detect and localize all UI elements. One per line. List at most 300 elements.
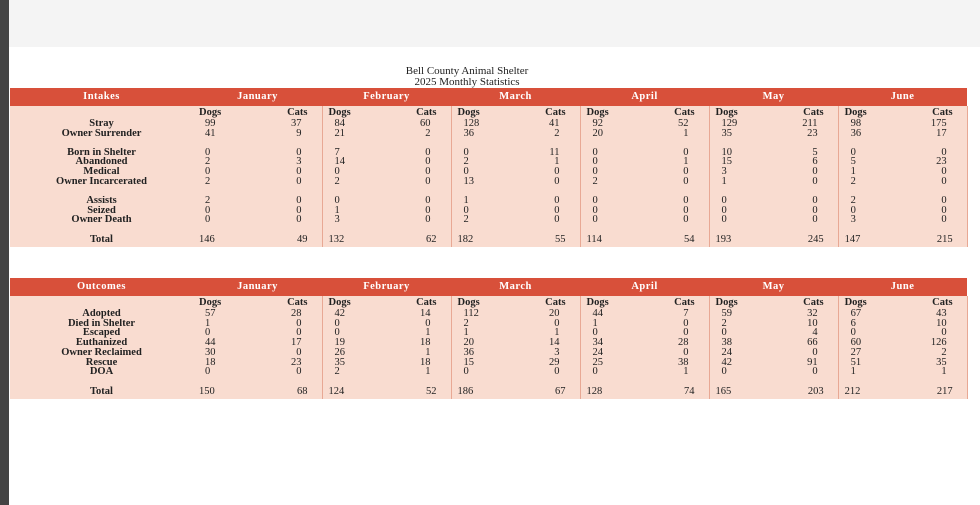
spacer-cell bbox=[709, 225, 773, 233]
value-cell: 0 bbox=[515, 177, 580, 196]
table-row bbox=[10, 196, 967, 206]
value-cell: 1 bbox=[902, 367, 967, 377]
value-cell: 0 bbox=[386, 206, 451, 216]
row-label: Rescue bbox=[10, 358, 193, 368]
value-cell: 0 bbox=[322, 328, 386, 338]
row-label: Assists bbox=[10, 196, 193, 206]
month-header-february: February bbox=[322, 88, 451, 106]
left-edge-strip bbox=[0, 0, 9, 505]
dogs-column-header: Dogs bbox=[838, 296, 902, 309]
value-cell: 3 bbox=[515, 348, 580, 358]
value-cell: 3 bbox=[709, 167, 773, 177]
row-label: Owner Death bbox=[10, 215, 193, 225]
value-cell: 35 bbox=[709, 129, 773, 148]
value-cell: 17 bbox=[257, 338, 322, 348]
value-cell: 1 bbox=[451, 196, 515, 206]
value-cell: 0 bbox=[193, 367, 257, 377]
value-cell: 7 bbox=[322, 148, 386, 158]
cats-column-header: Cats bbox=[773, 106, 838, 119]
value-cell: 14 bbox=[515, 338, 580, 348]
spacer-row bbox=[10, 377, 967, 385]
dogs-column-header: Dogs bbox=[580, 106, 644, 119]
cats-column-header: Cats bbox=[644, 106, 709, 119]
value-cell: 0 bbox=[902, 215, 967, 225]
row-label: Born in Shelter bbox=[10, 148, 193, 158]
row-label: Seized bbox=[10, 206, 193, 216]
value-cell: 0 bbox=[838, 206, 902, 216]
spacer-cell bbox=[193, 225, 257, 233]
value-cell: 2 bbox=[451, 319, 515, 329]
value-cell: 1 bbox=[644, 157, 709, 167]
value-cell: 35 bbox=[902, 358, 967, 368]
total-value-cell: 49 bbox=[257, 233, 322, 247]
month-header-june: June bbox=[838, 88, 967, 106]
row-label: Escaped bbox=[10, 328, 193, 338]
value-cell: 2 bbox=[709, 319, 773, 329]
intakes-table bbox=[10, 88, 968, 247]
value-cell: 27 bbox=[838, 348, 902, 358]
row-label: Owner Surrender bbox=[10, 129, 193, 148]
spacer-cell bbox=[515, 377, 580, 385]
value-cell: 0 bbox=[644, 196, 709, 206]
value-cell: 2 bbox=[515, 129, 580, 148]
value-cell: 6 bbox=[773, 157, 838, 167]
value-cell: 0 bbox=[515, 206, 580, 216]
row-label: Abandoned bbox=[10, 157, 193, 167]
value-cell: 26 bbox=[322, 348, 386, 358]
value-cell: 42 bbox=[709, 358, 773, 368]
total-value-cell: 128 bbox=[580, 385, 644, 399]
value-cell: 24 bbox=[580, 348, 644, 358]
value-cell: 34 bbox=[580, 338, 644, 348]
value-cell: 23 bbox=[902, 157, 967, 167]
value-cell: 0 bbox=[257, 196, 322, 206]
value-cell: 28 bbox=[257, 309, 322, 319]
spacer-cell bbox=[838, 225, 902, 233]
row-label: Stray bbox=[10, 119, 193, 129]
spacer-cell bbox=[644, 225, 709, 233]
outcomes-table bbox=[10, 278, 968, 399]
total-value-cell: 52 bbox=[386, 385, 451, 399]
cats-column-header: Cats bbox=[644, 296, 709, 309]
value-cell: 0 bbox=[838, 148, 902, 158]
value-cell: 2 bbox=[193, 157, 257, 167]
value-cell: 32 bbox=[773, 309, 838, 319]
value-cell: 0 bbox=[193, 206, 257, 216]
table-row bbox=[10, 348, 967, 358]
value-cell: 129 bbox=[709, 119, 773, 129]
cats-column-header: Cats bbox=[257, 296, 322, 309]
dogs-column-header: Dogs bbox=[838, 106, 902, 119]
spacer-cell bbox=[257, 225, 322, 233]
value-cell: 175 bbox=[902, 119, 967, 129]
value-cell: 15 bbox=[709, 157, 773, 167]
value-cell: 0 bbox=[580, 157, 644, 167]
row-label: Adopted bbox=[10, 309, 193, 319]
dogs-column-header: Dogs bbox=[709, 296, 773, 309]
value-cell: 18 bbox=[193, 358, 257, 368]
outcomes-total-row bbox=[10, 385, 967, 399]
table-row bbox=[10, 206, 967, 216]
value-cell: 1 bbox=[838, 367, 902, 377]
value-cell: 0 bbox=[515, 167, 580, 177]
value-cell: 211 bbox=[773, 119, 838, 129]
total-value-cell: 150 bbox=[193, 385, 257, 399]
value-cell: 13 bbox=[451, 177, 515, 196]
value-cell: 0 bbox=[709, 196, 773, 206]
month-header-may: May bbox=[709, 88, 838, 106]
value-cell: 0 bbox=[257, 328, 322, 338]
value-cell: 1 bbox=[709, 177, 773, 196]
spacer-cell bbox=[10, 377, 193, 385]
row-label: Owner Reclaimed bbox=[10, 348, 193, 358]
value-cell: 21 bbox=[322, 129, 386, 148]
value-cell: 0 bbox=[644, 319, 709, 329]
value-cell: 0 bbox=[773, 206, 838, 216]
value-cell: 1 bbox=[580, 319, 644, 329]
month-header-april: April bbox=[580, 278, 709, 296]
value-cell: 0 bbox=[902, 196, 967, 206]
total-value-cell: 186 bbox=[451, 385, 515, 399]
value-cell: 0 bbox=[451, 367, 515, 377]
cats-column-header: Cats bbox=[386, 296, 451, 309]
value-cell: 52 bbox=[644, 119, 709, 129]
table-row bbox=[10, 328, 967, 338]
value-cell: 92 bbox=[580, 119, 644, 129]
spacer-cell bbox=[322, 225, 386, 233]
spacer-cell bbox=[451, 225, 515, 233]
cats-column-header: Cats bbox=[515, 296, 580, 309]
value-cell: 0 bbox=[386, 215, 451, 225]
value-cell: 0 bbox=[838, 328, 902, 338]
outcomes-header-row bbox=[10, 278, 967, 296]
spacer-cell bbox=[709, 377, 773, 385]
value-cell: 41 bbox=[515, 119, 580, 129]
value-cell: 112 bbox=[451, 309, 515, 319]
dogs-column-header: Dogs bbox=[322, 106, 386, 119]
value-cell: 19 bbox=[322, 338, 386, 348]
value-cell: 0 bbox=[644, 167, 709, 177]
value-cell: 0 bbox=[773, 215, 838, 225]
value-cell: 0 bbox=[515, 196, 580, 206]
spacer-cell bbox=[773, 377, 838, 385]
value-cell: 2 bbox=[838, 196, 902, 206]
value-cell: 1 bbox=[386, 348, 451, 358]
table-row bbox=[10, 215, 967, 225]
value-cell: 0 bbox=[902, 328, 967, 338]
value-cell: 2 bbox=[322, 177, 386, 196]
spacer-cell bbox=[902, 225, 967, 233]
total-value-cell: 124 bbox=[322, 385, 386, 399]
value-cell: 0 bbox=[902, 206, 967, 216]
month-header-march: March bbox=[451, 278, 580, 296]
value-cell: 2 bbox=[451, 157, 515, 167]
row-label: Medical bbox=[10, 167, 193, 177]
value-cell: 0 bbox=[257, 319, 322, 329]
value-cell: 60 bbox=[386, 119, 451, 129]
spacer-row bbox=[10, 225, 967, 233]
total-value-cell: 193 bbox=[709, 233, 773, 247]
row-label: Euthanized bbox=[10, 338, 193, 348]
spacer-cell bbox=[580, 377, 644, 385]
value-cell: 59 bbox=[709, 309, 773, 319]
month-header-january: January bbox=[193, 88, 322, 106]
spacer-cell bbox=[902, 377, 967, 385]
value-cell: 23 bbox=[773, 129, 838, 148]
month-header-june: June bbox=[838, 278, 967, 296]
value-cell: 0 bbox=[257, 206, 322, 216]
value-cell: 3 bbox=[838, 215, 902, 225]
value-cell: 0 bbox=[644, 215, 709, 225]
value-cell: 36 bbox=[838, 129, 902, 148]
value-cell: 23 bbox=[257, 358, 322, 368]
table-row bbox=[10, 367, 967, 377]
spacer-cell bbox=[386, 377, 451, 385]
spacer-cell bbox=[580, 225, 644, 233]
value-cell: 44 bbox=[580, 309, 644, 319]
value-cell: 2 bbox=[838, 177, 902, 196]
value-cell: 91 bbox=[773, 358, 838, 368]
value-cell: 0 bbox=[644, 206, 709, 216]
value-cell: 0 bbox=[773, 167, 838, 177]
value-cell: 6 bbox=[838, 319, 902, 329]
value-cell: 0 bbox=[386, 148, 451, 158]
value-cell: 0 bbox=[451, 148, 515, 158]
intakes-heading: Intakes bbox=[10, 88, 193, 106]
value-cell: 0 bbox=[644, 328, 709, 338]
total-value-cell: 114 bbox=[580, 233, 644, 247]
value-cell: 67 bbox=[838, 309, 902, 319]
document-titles bbox=[300, 66, 634, 88]
value-cell: 5 bbox=[838, 157, 902, 167]
value-cell: 0 bbox=[902, 148, 967, 158]
value-cell: 1 bbox=[386, 328, 451, 338]
value-cell: 2 bbox=[386, 129, 451, 148]
value-cell: 41 bbox=[193, 129, 257, 148]
total-value-cell: 62 bbox=[386, 233, 451, 247]
value-cell: 4 bbox=[773, 328, 838, 338]
value-cell: 0 bbox=[773, 348, 838, 358]
total-value-cell: 182 bbox=[451, 233, 515, 247]
value-cell: 0 bbox=[193, 328, 257, 338]
total-label: Total bbox=[10, 385, 193, 399]
value-cell: 17 bbox=[902, 129, 967, 148]
month-header-april: April bbox=[580, 88, 709, 106]
spacer-cell bbox=[193, 377, 257, 385]
total-value-cell: 203 bbox=[773, 385, 838, 399]
cats-column-header: Cats bbox=[386, 106, 451, 119]
total-label: Total bbox=[10, 233, 193, 247]
value-cell: 1 bbox=[451, 328, 515, 338]
value-cell: 0 bbox=[902, 167, 967, 177]
total-value-cell: 212 bbox=[838, 385, 902, 399]
value-cell: 128 bbox=[451, 119, 515, 129]
value-cell: 1 bbox=[322, 206, 386, 216]
value-cell: 9 bbox=[257, 129, 322, 148]
subheader-blank bbox=[10, 296, 193, 309]
table-row bbox=[10, 148, 967, 158]
value-cell: 66 bbox=[773, 338, 838, 348]
value-cell: 0 bbox=[580, 206, 644, 216]
value-cell: 0 bbox=[709, 215, 773, 225]
value-cell: 0 bbox=[580, 215, 644, 225]
value-cell: 0 bbox=[580, 328, 644, 338]
dogs-column-header: Dogs bbox=[322, 296, 386, 309]
month-header-january: January bbox=[193, 278, 322, 296]
value-cell: 25 bbox=[580, 358, 644, 368]
value-cell: 0 bbox=[451, 206, 515, 216]
value-cell: 2 bbox=[451, 215, 515, 225]
value-cell: 0 bbox=[580, 196, 644, 206]
spacer-cell bbox=[386, 225, 451, 233]
dogs-column-header: Dogs bbox=[451, 296, 515, 309]
dogs-column-header: Dogs bbox=[580, 296, 644, 309]
value-cell: 0 bbox=[451, 167, 515, 177]
cats-column-header: Cats bbox=[773, 296, 838, 309]
spacer-cell bbox=[838, 377, 902, 385]
table-row bbox=[10, 309, 967, 319]
value-cell: 2 bbox=[193, 177, 257, 196]
spacer-cell bbox=[322, 377, 386, 385]
value-cell: 98 bbox=[838, 119, 902, 129]
value-cell: 57 bbox=[193, 309, 257, 319]
cats-column-header: Cats bbox=[902, 106, 967, 119]
value-cell: 0 bbox=[386, 319, 451, 329]
row-label: Died in Shelter bbox=[10, 319, 193, 329]
spacer-cell bbox=[451, 377, 515, 385]
value-cell: 0 bbox=[386, 177, 451, 196]
value-cell: 14 bbox=[322, 157, 386, 167]
value-cell: 20 bbox=[451, 338, 515, 348]
outcomes-subheader-row bbox=[10, 296, 967, 309]
total-value-cell: 165 bbox=[709, 385, 773, 399]
value-cell: 1 bbox=[838, 167, 902, 177]
value-cell: 60 bbox=[838, 338, 902, 348]
value-cell: 0 bbox=[386, 196, 451, 206]
total-value-cell: 147 bbox=[838, 233, 902, 247]
value-cell: 0 bbox=[580, 167, 644, 177]
dogs-column-header: Dogs bbox=[193, 106, 257, 119]
table-row bbox=[10, 119, 967, 129]
total-value-cell: 55 bbox=[515, 233, 580, 247]
value-cell: 37 bbox=[257, 119, 322, 129]
value-cell: 0 bbox=[773, 367, 838, 377]
value-cell: 0 bbox=[773, 196, 838, 206]
value-cell: 2 bbox=[193, 196, 257, 206]
value-cell: 1 bbox=[193, 319, 257, 329]
value-cell: 1 bbox=[386, 367, 451, 377]
cats-column-header: Cats bbox=[515, 106, 580, 119]
value-cell: 0 bbox=[580, 367, 644, 377]
value-cell: 3 bbox=[322, 215, 386, 225]
value-cell: 0 bbox=[193, 148, 257, 158]
cats-column-header: Cats bbox=[902, 296, 967, 309]
value-cell: 0 bbox=[257, 348, 322, 358]
total-value-cell: 217 bbox=[902, 385, 967, 399]
value-cell: 0 bbox=[580, 148, 644, 158]
table-row bbox=[10, 358, 967, 368]
value-cell: 51 bbox=[838, 358, 902, 368]
spacer-cell bbox=[773, 225, 838, 233]
value-cell: 5 bbox=[773, 148, 838, 158]
value-cell: 0 bbox=[386, 167, 451, 177]
value-cell: 126 bbox=[902, 338, 967, 348]
dogs-column-header: Dogs bbox=[193, 296, 257, 309]
total-value-cell: 146 bbox=[193, 233, 257, 247]
value-cell: 10 bbox=[773, 319, 838, 329]
value-cell: 2 bbox=[322, 367, 386, 377]
value-cell: 10 bbox=[902, 319, 967, 329]
value-cell: 28 bbox=[644, 338, 709, 348]
value-cell: 0 bbox=[902, 177, 967, 196]
document-title: Bell County Animal Shelter bbox=[405, 65, 529, 77]
spacer-cell bbox=[257, 377, 322, 385]
table-row bbox=[10, 338, 967, 348]
row-label: Owner Incarcerated bbox=[10, 177, 193, 196]
value-cell: 2 bbox=[902, 348, 967, 358]
cats-column-header: Cats bbox=[257, 106, 322, 119]
spacer-cell bbox=[10, 225, 193, 233]
value-cell: 3 bbox=[257, 157, 322, 167]
value-cell: 0 bbox=[644, 177, 709, 196]
table-row bbox=[10, 167, 967, 177]
value-cell: 18 bbox=[386, 358, 451, 368]
total-value-cell: 132 bbox=[322, 233, 386, 247]
value-cell: 44 bbox=[193, 338, 257, 348]
value-cell: 0 bbox=[193, 215, 257, 225]
outcomes-heading: Outcomes bbox=[10, 278, 193, 296]
value-cell: 7 bbox=[644, 309, 709, 319]
value-cell: 35 bbox=[322, 358, 386, 368]
dogs-column-header: Dogs bbox=[451, 106, 515, 119]
subheader-blank bbox=[10, 106, 193, 119]
value-cell: 38 bbox=[709, 338, 773, 348]
value-cell: 0 bbox=[709, 328, 773, 338]
value-cell: 24 bbox=[709, 348, 773, 358]
value-cell: 0 bbox=[322, 196, 386, 206]
value-cell: 10 bbox=[709, 148, 773, 158]
value-cell: 15 bbox=[451, 358, 515, 368]
total-value-cell: 74 bbox=[644, 385, 709, 399]
value-cell: 36 bbox=[451, 129, 515, 148]
table-row bbox=[10, 177, 967, 196]
value-cell: 36 bbox=[451, 348, 515, 358]
total-value-cell: 68 bbox=[257, 385, 322, 399]
value-cell: 0 bbox=[257, 148, 322, 158]
value-cell: 0 bbox=[709, 367, 773, 377]
value-cell: 14 bbox=[386, 309, 451, 319]
value-cell: 29 bbox=[515, 358, 580, 368]
value-cell: 0 bbox=[709, 206, 773, 216]
spacer-cell bbox=[515, 225, 580, 233]
value-cell: 1 bbox=[644, 129, 709, 148]
month-header-february: February bbox=[322, 278, 451, 296]
month-header-march: March bbox=[451, 88, 580, 106]
value-cell: 0 bbox=[322, 167, 386, 177]
table-row bbox=[10, 319, 967, 329]
spacer-cell bbox=[644, 377, 709, 385]
value-cell: 0 bbox=[515, 215, 580, 225]
value-cell: 1 bbox=[515, 328, 580, 338]
value-cell: 0 bbox=[257, 167, 322, 177]
value-cell: 0 bbox=[515, 319, 580, 329]
value-cell: 2 bbox=[580, 177, 644, 196]
value-cell: 0 bbox=[322, 319, 386, 329]
value-cell: 1 bbox=[515, 157, 580, 167]
table-row bbox=[10, 157, 967, 167]
value-cell: 0 bbox=[644, 348, 709, 358]
row-label: DOA bbox=[10, 367, 193, 377]
